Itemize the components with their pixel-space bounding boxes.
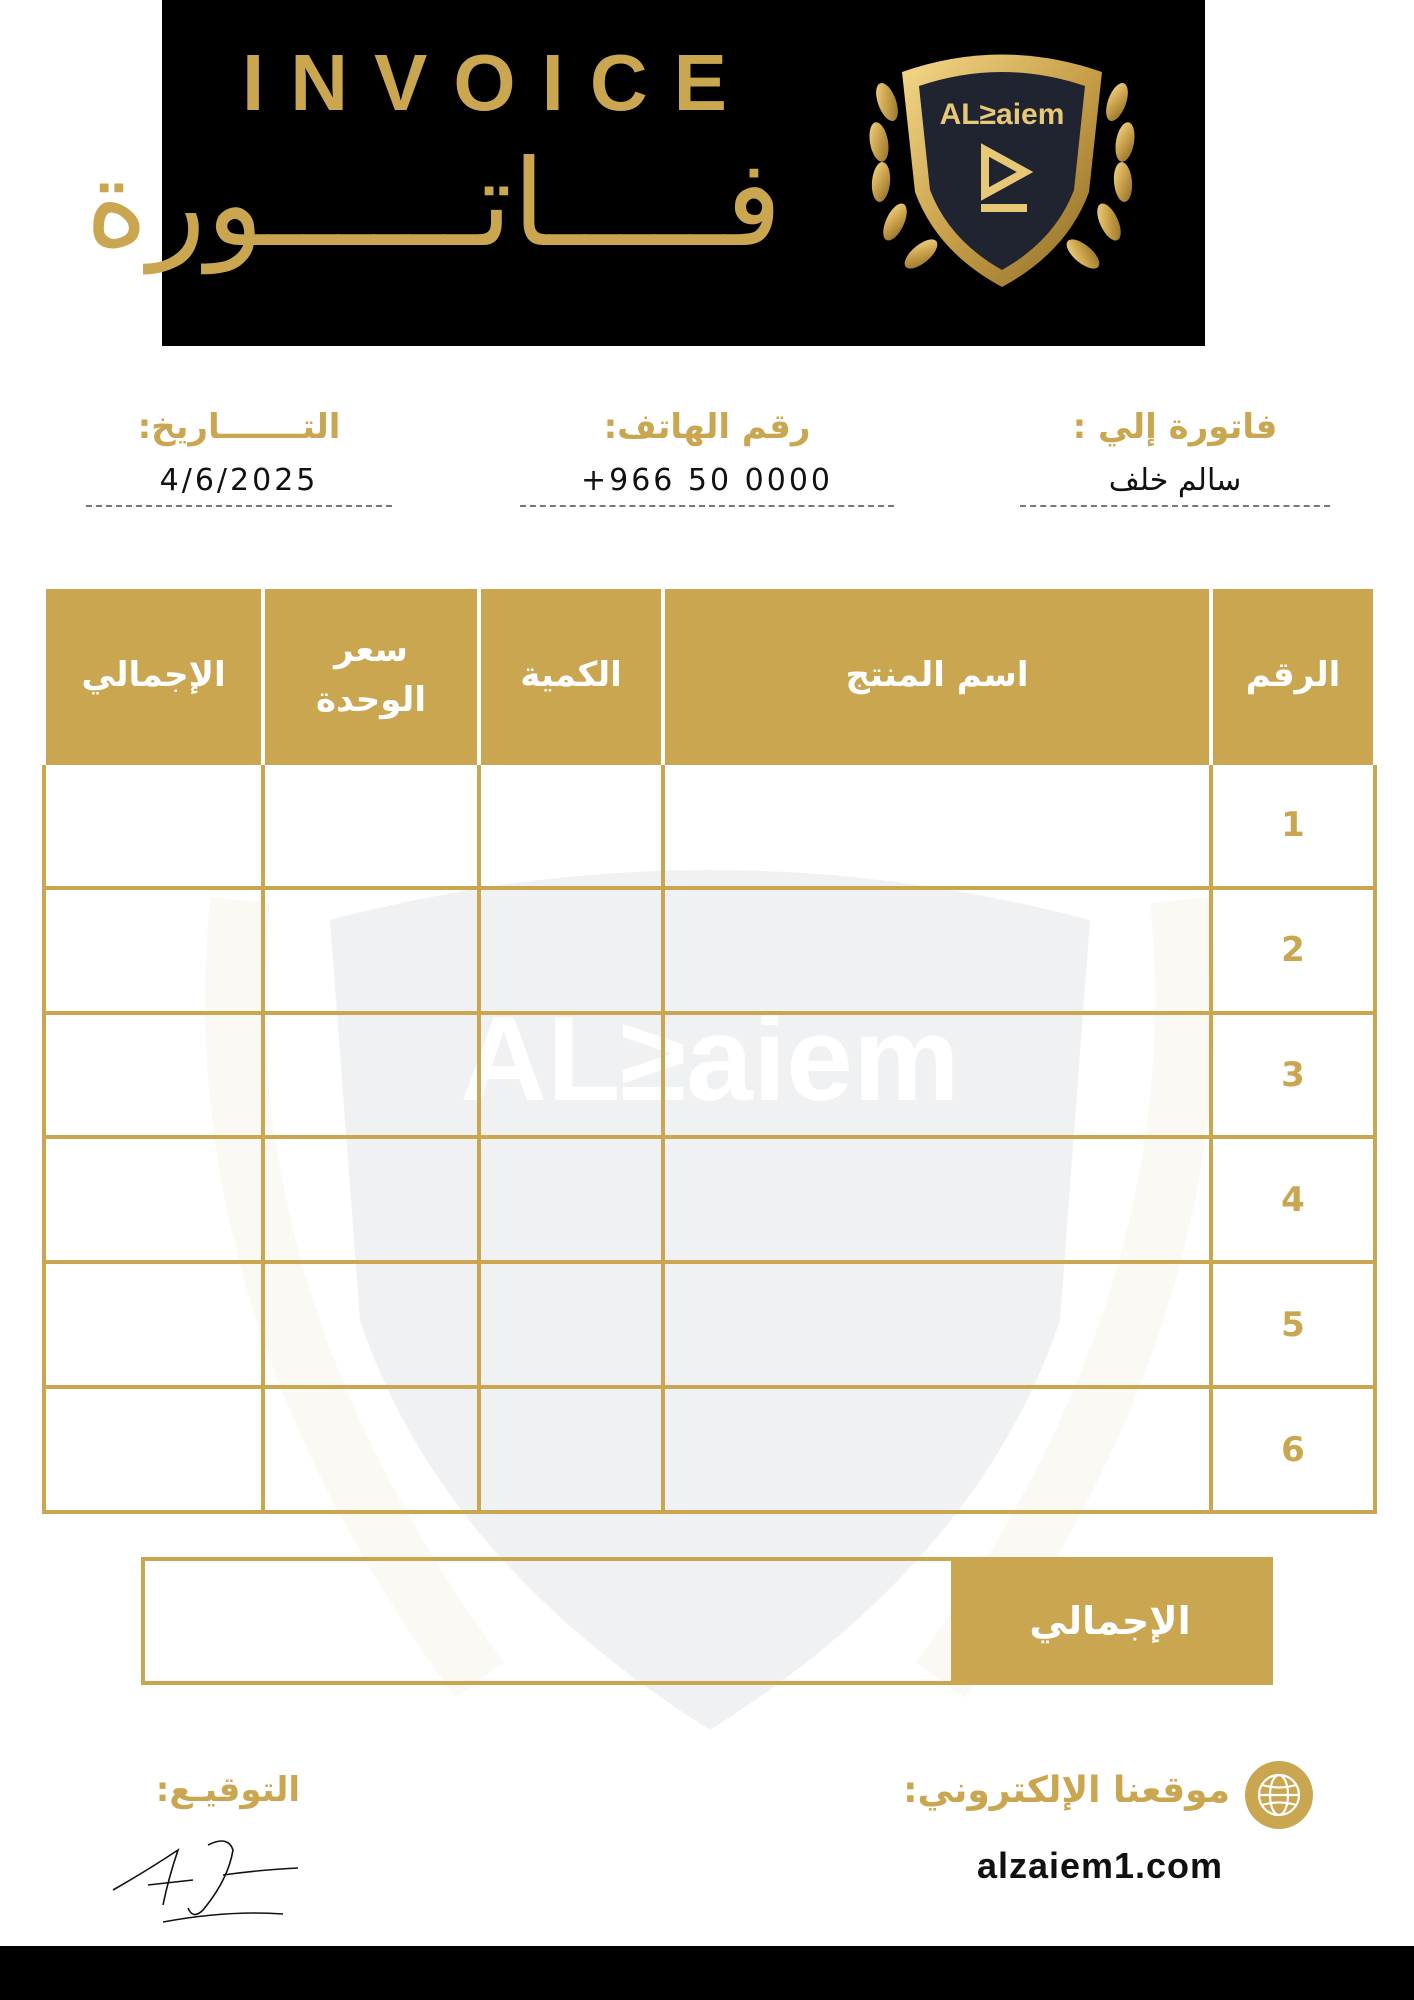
grand-total-value[interactable]	[145, 1561, 951, 1681]
row-number: 3	[1211, 1013, 1375, 1138]
product-name-cell[interactable]	[663, 1387, 1211, 1512]
unit-price-cell[interactable]	[263, 1013, 479, 1138]
product-name-cell[interactable]	[663, 1013, 1211, 1138]
product-name-cell[interactable]	[663, 1262, 1211, 1387]
phone-field	[520, 405, 894, 507]
row-number: 5	[1211, 1262, 1375, 1387]
date-field	[86, 405, 392, 507]
date-underline	[86, 505, 392, 507]
signature-image	[108, 1830, 308, 1930]
table-row	[44, 763, 1375, 888]
row-number: 4	[1211, 1137, 1375, 1262]
phone-underline	[520, 505, 894, 507]
header-number: الرقم	[1211, 589, 1375, 763]
quantity-cell[interactable]	[479, 763, 663, 888]
unit-price-cell[interactable]	[263, 888, 479, 1013]
table-row	[44, 1262, 1375, 1387]
product-name-cell[interactable]	[663, 888, 1211, 1013]
grand-total-box	[141, 1557, 1273, 1685]
date-label: التـــــــاريخ:	[137, 407, 341, 447]
header-product-name: اسم المنتج	[663, 589, 1211, 763]
row-number: 1	[1211, 763, 1375, 888]
logo-text: AL≥aiem	[939, 98, 1065, 131]
quantity-cell[interactable]	[479, 1013, 663, 1138]
product-name-cell[interactable]	[663, 1137, 1211, 1262]
table-row	[44, 1387, 1375, 1512]
line-total-cell[interactable]	[44, 1262, 263, 1387]
website-label: موقعنا الإلكتروني:	[903, 1770, 1230, 1811]
date-value[interactable]: 4/6/2025	[159, 463, 319, 498]
unit-price-cell[interactable]	[263, 1262, 479, 1387]
title-english: INVOICE	[242, 38, 753, 127]
unit-price-cell[interactable]	[263, 1387, 479, 1512]
signature-label: التوقيـع:	[155, 1770, 300, 1810]
invoice-to-field	[1020, 405, 1330, 507]
line-total-cell[interactable]	[44, 763, 263, 888]
row-number: 6	[1211, 1387, 1375, 1512]
unit-price-cell[interactable]	[263, 1137, 479, 1262]
header-quantity: الكمية	[479, 589, 663, 763]
title-arabic: فـــــاتــــــورة	[85, 135, 782, 274]
line-total-cell[interactable]	[44, 1013, 263, 1138]
line-total-cell[interactable]	[44, 1387, 263, 1512]
quantity-cell[interactable]	[479, 1387, 663, 1512]
invoice-to-underline	[1020, 505, 1330, 507]
row-number: 2	[1211, 888, 1375, 1013]
invoice-to-label: فاتورة إلي :	[1072, 407, 1278, 447]
product-name-cell[interactable]	[663, 763, 1211, 888]
quantity-cell[interactable]	[479, 1262, 663, 1387]
invoice-to-value[interactable]: سالم خلف	[1108, 463, 1242, 498]
invoice-header	[85, 0, 1205, 346]
phone-value[interactable]: +966 50 0000	[581, 463, 833, 498]
phone-label: رقم الهاتف:	[603, 407, 811, 447]
table-row	[44, 1137, 1375, 1262]
header-line-total: الإجمالي	[44, 589, 263, 763]
header-unit-price: سعر الوحدة	[263, 589, 479, 763]
table-row	[44, 1013, 1375, 1138]
items-table	[42, 589, 1377, 1514]
table-row	[44, 888, 1375, 1013]
svg-text:AL≥aiem: AL≥aiem	[460, 992, 960, 1126]
unit-price-cell[interactable]	[263, 763, 479, 888]
footer-bar	[0, 1946, 1414, 2000]
quantity-cell[interactable]	[479, 1137, 663, 1262]
globe-icon	[1244, 1760, 1314, 1830]
line-total-cell[interactable]	[44, 888, 263, 1013]
table-header-row	[44, 589, 1375, 763]
quantity-cell[interactable]	[479, 888, 663, 1013]
company-logo	[857, 42, 1147, 292]
website-url[interactable]: alzaiem1.com	[976, 1845, 1224, 1886]
grand-total-label: الإجمالي	[951, 1561, 1269, 1681]
line-total-cell[interactable]	[44, 1137, 263, 1262]
